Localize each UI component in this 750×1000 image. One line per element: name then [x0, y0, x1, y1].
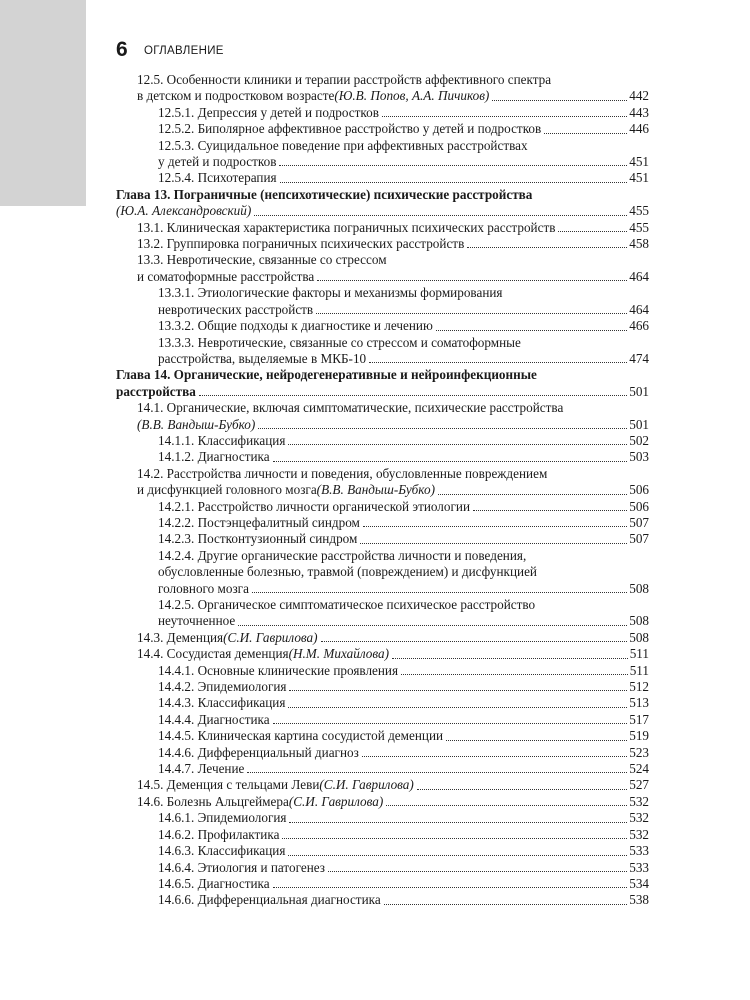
toc-page-number: 455 [629, 203, 649, 219]
toc-entry[interactable] [116, 499, 649, 515]
toc-entry[interactable] [116, 285, 649, 318]
toc-page-number: 519 [629, 728, 649, 744]
dot-leader [317, 280, 627, 281]
toc-entry-title: 14.4.5. Клиническая картина сосудистой деменции [158, 728, 444, 744]
toc-entry-title: 14.6.1. Эпидемиология [158, 810, 287, 826]
toc-page-number: 443 [629, 104, 649, 120]
toc-entry[interactable] [116, 679, 649, 695]
toc-entry-author: (Ю.В. Попов, А.А. Пичиков) [334, 88, 490, 104]
dot-leader [280, 182, 628, 183]
toc-entry[interactable] [116, 827, 649, 843]
running-head: ОГЛАВЛЕНИЕ [144, 45, 224, 57]
toc-entry[interactable] [116, 220, 649, 236]
toc-page-number: 508 [629, 629, 649, 645]
dot-leader [473, 510, 627, 511]
toc-entry-author: (Н.М. Михайлова) [288, 646, 389, 662]
toc-page-number: 511 [629, 646, 649, 662]
toc-entry[interactable] [116, 630, 649, 646]
dot-leader [238, 625, 627, 626]
toc-page-number: 512 [629, 679, 649, 695]
toc-entry[interactable] [116, 646, 649, 662]
toc-entry[interactable] [116, 515, 649, 531]
toc-entry-author: (В.В. Вандыш-Бубко) [137, 416, 256, 432]
toc-entry-title: в детском и подростковом возрасте [137, 88, 335, 104]
toc-entry[interactable] [116, 236, 649, 252]
toc-page-number: 511 [629, 662, 649, 678]
toc-entry-title: 14.1.2. Диагностика [158, 449, 270, 465]
toc-entry-title: Глава 13. Пограничные (непсихотические) психические расстройства [116, 186, 533, 202]
toc-entry[interactable] [116, 695, 649, 711]
toc-page-number: 532 [629, 793, 649, 809]
toc-entry-author: (С.И. Гаврилова) [319, 777, 414, 793]
toc-page-number: 451 [629, 170, 649, 186]
dot-leader [363, 526, 627, 527]
toc-page-number: 506 [629, 482, 649, 498]
toc-entry-author: (Ю.А. Александровский) [116, 203, 252, 219]
toc-entry-title: невротических расстройств [158, 301, 314, 317]
dot-leader [316, 313, 627, 314]
toc-page-number: 532 [629, 826, 649, 842]
toc-entry[interactable] [116, 449, 649, 465]
dot-leader [492, 100, 627, 101]
toc-entry-title: у детей и подростков [158, 154, 277, 170]
toc-entry-author: (В.В. Вандыш-Бубко) [316, 482, 435, 498]
toc-entry-title: 14.3. Деменция [137, 629, 224, 645]
toc-entry[interactable] [116, 843, 649, 859]
toc-page-number: 451 [629, 154, 649, 170]
toc-entry[interactable] [116, 548, 649, 597]
dot-leader [321, 641, 628, 642]
dot-leader [273, 723, 628, 724]
toc-entry-title: 14.2.5. Органическое симптоматическое психическое расстройство [158, 597, 536, 612]
dot-leader [369, 362, 627, 363]
table-of-contents [116, 72, 649, 909]
toc-entry[interactable] [116, 712, 649, 728]
dot-leader [247, 772, 627, 773]
dot-leader [273, 461, 628, 462]
toc-entry-title: головного мозга [158, 580, 249, 596]
dot-leader [438, 494, 627, 495]
dot-leader [288, 707, 627, 708]
toc-entry-title: 14.6.6. Дифференциальная диагностика [158, 892, 381, 908]
toc-entry[interactable] [116, 105, 649, 121]
toc-entry[interactable] [116, 121, 649, 137]
toc-entry[interactable] [116, 794, 649, 810]
toc-entry[interactable] [116, 860, 649, 876]
toc-entry-title: 13.3. Невротические, связанные со стрессом [137, 252, 387, 268]
dot-leader [384, 904, 628, 905]
toc-entry-title: 14.4.1. Основные клинические проявления [158, 662, 399, 678]
toc-entry-title: и дисфункцией головного мозга [137, 482, 317, 498]
toc-entry[interactable] [116, 810, 649, 826]
toc-entry-author: (С.И. Гаврилова) [223, 629, 318, 645]
toc-page-number: 533 [629, 859, 649, 875]
toc-chapter-entry[interactable] [116, 187, 649, 220]
toc-entry-title: 14.1. Органические, включая симптоматические, психические расстройства [137, 400, 564, 416]
toc-page-number: 502 [629, 432, 649, 448]
toc-entry-title: неуточненное [158, 613, 236, 629]
toc-page-number: 464 [629, 268, 649, 284]
toc-entry-title: расстройства [116, 383, 196, 399]
toc-page-number: 532 [629, 810, 649, 826]
toc-page-number: 524 [629, 761, 649, 777]
toc-entry-title: расстройства, выделяемые в МКБ-10 [158, 350, 367, 366]
toc-entry-title: 14.2.4. Другие органические расстройства личности и поведения, [158, 547, 527, 563]
side-tab-marker [0, 0, 86, 206]
dot-leader [386, 805, 627, 806]
dot-leader [417, 789, 627, 790]
dot-leader [558, 231, 627, 232]
toc-page-number: 513 [629, 695, 649, 711]
toc-page-number: 466 [629, 318, 649, 334]
toc-entry-title: 13.2. Группировка пограничных психических расстройств [137, 236, 465, 252]
toc-page-number: 446 [629, 121, 649, 137]
toc-page-number: 501 [629, 416, 649, 432]
toc-entry[interactable] [116, 335, 649, 368]
toc-entry-author: (С.И. Гаврилова) [288, 793, 384, 809]
toc-entry[interactable] [116, 531, 649, 547]
dot-leader [254, 215, 627, 216]
toc-entry-title: и соматоформные расстройства [137, 268, 315, 284]
toc-entry-title: 14.4.3. Классификация [158, 695, 286, 711]
toc-entry-title: обусловленные болезнью, травмой (повреждением) и дисфункцией [158, 564, 537, 580]
dot-leader [288, 855, 627, 856]
toc-entry-title: 12.5. Особенности клиники и терапии расстройств аффективного спектра [137, 72, 552, 87]
toc-page-number: 538 [629, 892, 649, 908]
dot-leader [289, 690, 627, 691]
toc-entry[interactable] [116, 170, 649, 186]
toc-page-number: 501 [629, 383, 649, 399]
toc-entry-title: 14.6.2. Профилактика [158, 826, 280, 842]
toc-entry-title: 14.1.1. Классификация [158, 432, 286, 448]
dot-leader [288, 444, 627, 445]
toc-entry-title: 13.3.3. Невротические, связанные со стрессом и соматоформные [158, 334, 521, 350]
toc-chapter-entry[interactable] [116, 367, 649, 400]
toc-entry[interactable] [116, 597, 649, 630]
toc-page-number: 523 [629, 744, 649, 760]
toc-entry[interactable] [116, 400, 649, 433]
dot-leader [282, 838, 627, 839]
toc-entry-title: 14.6.3. Классификация [158, 843, 286, 859]
dot-leader [467, 247, 627, 248]
toc-page-number: 508 [629, 580, 649, 596]
toc-entry-title: 12.5.1. Депрессия у детей и подростков [158, 104, 379, 120]
toc-page-number: 527 [629, 777, 649, 793]
toc-page-number: 474 [629, 350, 649, 366]
toc-entry-title: 14.6.4. Этиология и патогенез [158, 859, 325, 875]
toc-entry[interactable] [116, 876, 649, 892]
toc-entry-title: 14.2.1. Расстройство личности органической этиологии [158, 498, 471, 514]
toc-page-number: 442 [629, 88, 649, 104]
toc-entry-title: 14.6.5. Диагностика [158, 875, 270, 891]
toc-page-number: 533 [629, 843, 649, 859]
dot-leader [382, 116, 627, 117]
toc-entry-title: 14.2.2. Постэнцефалитный синдром [158, 514, 360, 530]
page-number: 6 [116, 38, 128, 61]
toc-entry-title: 13.1. Клиническая характеристика пограничных психических расстройств [137, 219, 556, 235]
toc-entry-title: 13.3.2. Общие подходы к диагностике и лечению [158, 318, 433, 334]
toc-entry-title: 14.4.7. Лечение [158, 761, 245, 777]
toc-page-number: 508 [629, 613, 649, 629]
toc-entry[interactable] [116, 728, 649, 744]
toc-entry[interactable] [116, 252, 649, 285]
toc-entry-title: 12.5.2. Биполярное аффективное расстройство у детей и подростков [158, 121, 542, 137]
toc-entry[interactable] [116, 72, 649, 105]
toc-entry-title: 12.5.4. Психотерапия [158, 170, 277, 186]
dot-leader [436, 330, 627, 331]
toc-entry-title: 14.2. Расстройства личности и поведения, обусловленные повреждением [137, 465, 548, 481]
toc-page-number: 507 [629, 531, 649, 547]
dot-leader [252, 592, 627, 593]
dot-leader [199, 395, 627, 396]
dot-leader [362, 756, 627, 757]
toc-entry-title: 13.3.1. Этиологические факторы и механизмы формирования [158, 285, 503, 301]
toc-page-number: 507 [629, 514, 649, 530]
dot-leader [273, 887, 628, 888]
toc-entry-title: 14.4.6. Дифференциальный диагноз [158, 744, 359, 760]
toc-entry-title: Глава 14. Органические, нейродегенеративные и нейроинфекционные [116, 367, 537, 383]
toc-entry[interactable] [116, 318, 649, 334]
toc-entry[interactable] [116, 138, 649, 171]
toc-entry[interactable] [116, 466, 649, 499]
dot-leader [544, 133, 627, 134]
toc-page-number: 458 [629, 236, 649, 252]
dot-leader [401, 674, 628, 675]
toc-entry-title: 14.6. Болезнь Альцгеймера [137, 793, 289, 809]
dot-leader [289, 822, 627, 823]
toc-entry[interactable] [116, 745, 649, 761]
toc-page-number: 455 [629, 219, 649, 235]
toc-entry-title: 14.2.3. Постконтузионный синдром [158, 531, 358, 547]
dot-leader [360, 543, 627, 544]
toc-page-number: 464 [629, 301, 649, 317]
toc-entry[interactable] [116, 777, 649, 793]
toc-page-number: 534 [629, 875, 649, 891]
dot-leader [258, 428, 627, 429]
toc-entry-title: 14.5. Деменция с тельцами Леви [137, 777, 320, 793]
toc-entry[interactable] [116, 663, 649, 679]
toc-entry-title: 14.4. Сосудистая деменция [137, 646, 289, 662]
dot-leader [279, 165, 627, 166]
toc-page-number: 503 [629, 449, 649, 465]
toc-entry[interactable] [116, 892, 649, 908]
dot-leader [328, 871, 627, 872]
toc-entry[interactable] [116, 433, 649, 449]
toc-page-number: 517 [629, 711, 649, 727]
toc-entry-title: 14.4.2. Эпидемиология [158, 679, 287, 695]
dot-leader [446, 740, 627, 741]
toc-page-number: 506 [629, 498, 649, 514]
toc-entry[interactable] [116, 761, 649, 777]
toc-entry-title: 12.5.3. Суицидальное поведение при аффективных расстройствах [158, 137, 528, 153]
toc-entry-title: 14.4.4. Диагностика [158, 711, 270, 727]
dot-leader [392, 658, 628, 659]
